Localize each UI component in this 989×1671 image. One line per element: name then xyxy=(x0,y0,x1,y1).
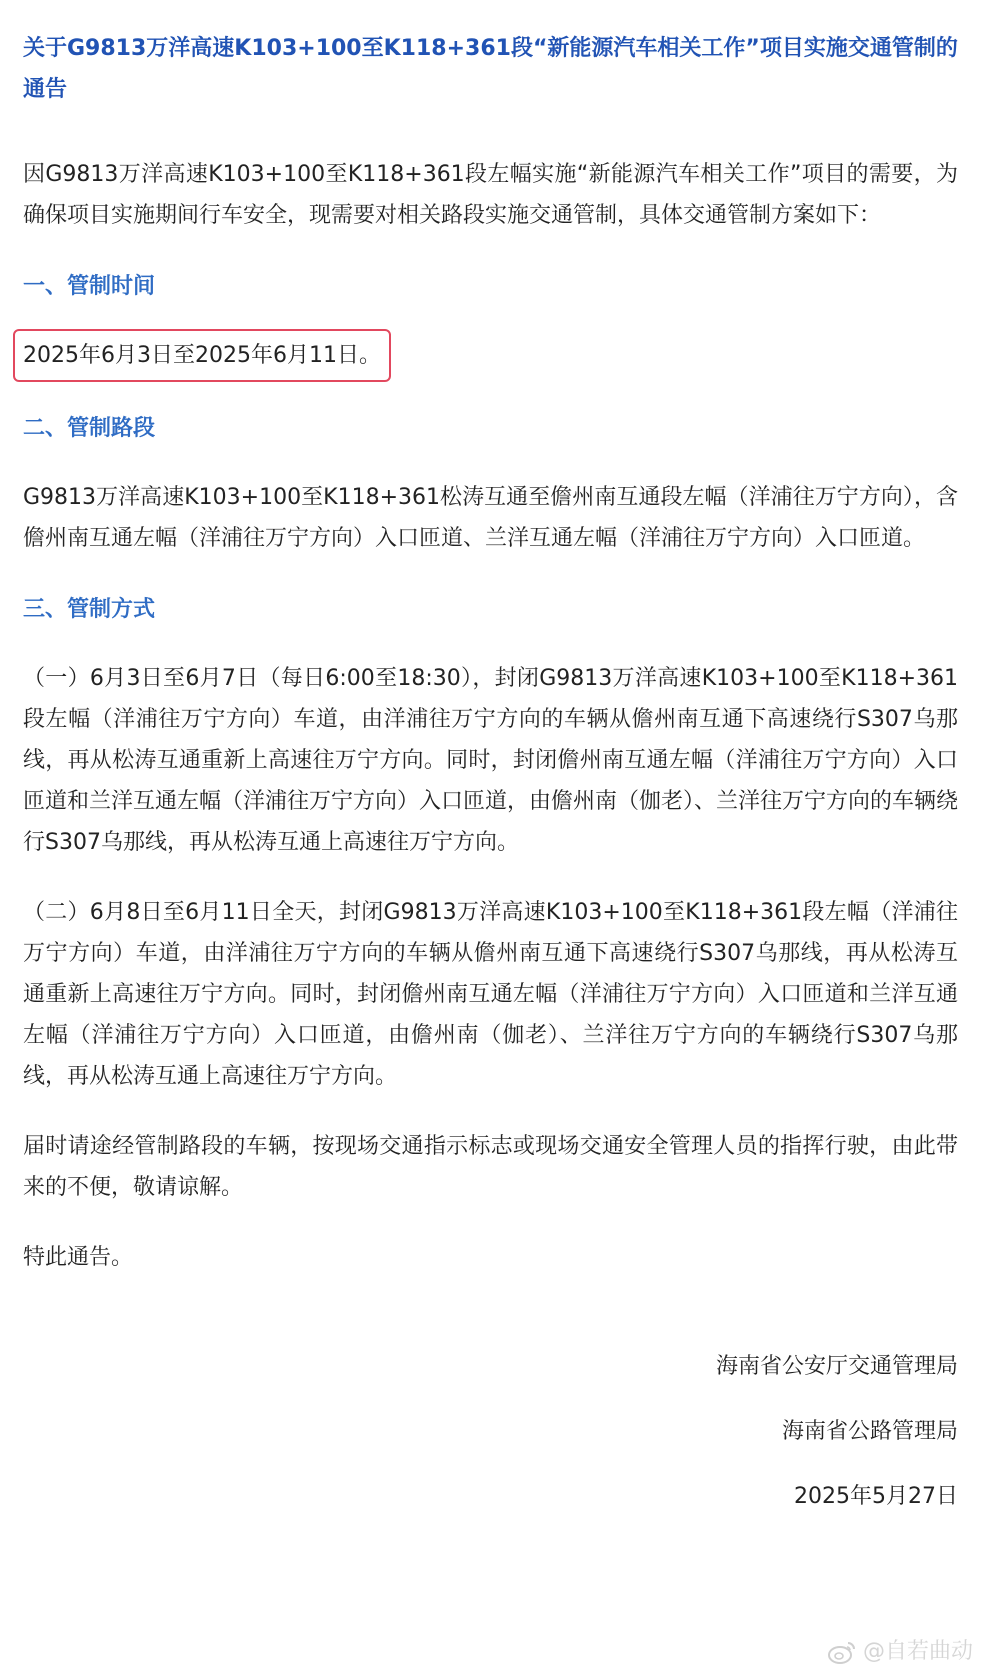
intro-paragraph: 因G9813万洋高速K103+100至K118+361段左幅实施“新能源汽车相关工作”项目的需要，为确保项目实施期间行车安全，现需要对相关路段实施交通管制，具体交通管制方案如下： xyxy=(23,162,958,228)
closing-paragraph: 届时请途经管制路段的车辆，按现场交通指示标志或现场交通安全管理人员的指挥行驶，由此带来的不便，敬请谅解。 xyxy=(23,1134,958,1200)
section-heading-method: 三、管制方式 xyxy=(23,597,156,622)
notice-title: 关于G9813万洋高速K103+100至K118+361段“新能源汽车相关工作”项目实施交通管制的通告 xyxy=(23,36,958,102)
weibo-icon xyxy=(827,1639,857,1665)
method-paragraph-1: （一）6月3日至6月7日（每日6:00至18:30），封闭G9813万洋高速K103+100至K118+361段左幅（洋浦往万宁方向）车道，由洋浦往万宁方向的车辆从儋州南互通下高速绕行S307乌那线，再从松涛互通重新上高速往万宁方向。同时，封闭儋州南互通左幅（洋浦往万宁方向）入口匝道和兰洋互通左幅（洋浦往万宁方向）入口匝道，由儋州南（伽老）、兰洋往万宁方向的车辆绕行S307乌那线，再从松涛互通上高速往万宁方向。 xyxy=(23,666,959,855)
method-paragraph-2: （二）6月8日至6月11日全天，封闭G9813万洋高速K103+100至K118+361段左幅（洋浦往万宁方向）车道，由洋浦往万宁方向的车辆从儋州南互通下高速绕行S307乌那线，再从松涛互通重新上高速往万宁方向。同时，封闭儋州南互通左幅（洋浦往万宁方向）入口匝道和兰洋互通左幅（洋浦往万宁方向）入口匝道，由儋州南（伽老）、兰洋往万宁方向的车辆绕行S307乌那线，再从松涛互通上高速往万宁方向。 xyxy=(23,900,958,1089)
notice-date: 2025年5月27日 xyxy=(794,1484,958,1509)
control-period-highlight: 2025年6月3日至2025年6月11日。 xyxy=(13,329,391,382)
issuer-highway-bureau: 海南省公路管理局 xyxy=(781,1419,958,1444)
road-section-paragraph: G9813万洋高速K103+100至K118+361松涛互通至儋州南互通段左幅（洋浦往万宁方向），含儋州南互通左幅（洋浦往万宁方向）入口匝道、兰洋互通左幅（洋浦往万宁方向）入口匝道。 xyxy=(23,485,958,551)
issuer-traffic-bureau: 海南省公安厅交通管理局 xyxy=(715,1354,958,1379)
watermark xyxy=(827,1637,973,1667)
section-heading-road: 二、管制路段 xyxy=(23,416,156,441)
watermark-text: @自若曲动 xyxy=(862,1639,973,1664)
section-heading-time: 一、管制时间 xyxy=(23,274,156,299)
final-statement: 特此通告。 xyxy=(23,1245,134,1270)
